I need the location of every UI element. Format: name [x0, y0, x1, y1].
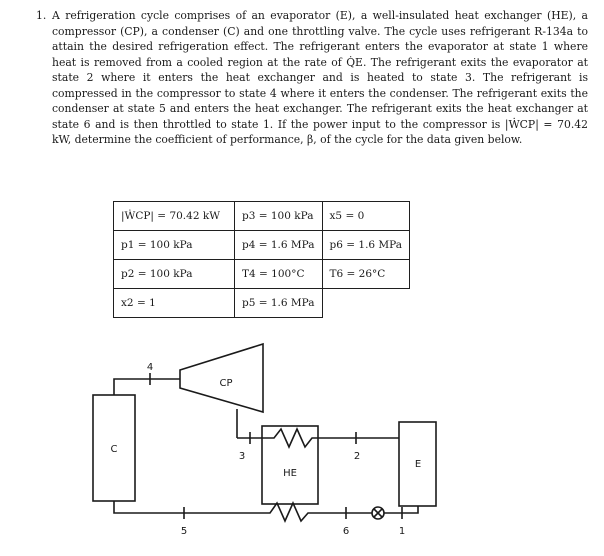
state-1-label: 1 — [398, 526, 406, 537]
compressor-label: CP — [219, 378, 233, 389]
state-4-label: 4 — [146, 362, 154, 373]
line-state-4 — [114, 379, 180, 395]
table-row — [114, 260, 410, 289]
given-data-table — [113, 201, 410, 318]
table-cell: p2 = 100 kPa — [114, 260, 235, 289]
table-cell: p5 = 1.6 MPa — [235, 289, 323, 318]
state-2-label: 2 — [353, 451, 361, 462]
he-coil-upper — [262, 429, 318, 447]
table-cell: |ẆCP| = 70.42 kW — [114, 202, 235, 231]
problem-statement — [36, 8, 588, 148]
problem-row — [36, 8, 588, 148]
he-coil-lower — [262, 503, 318, 521]
refrigeration-cycle-diagram — [0, 340, 604, 556]
line-state-1 — [384, 506, 418, 513]
table-row — [114, 202, 410, 231]
table-cell: T4 = 100°C — [235, 260, 323, 289]
table-cell-empty — [322, 289, 410, 318]
evaporator-label: E — [414, 459, 422, 470]
condenser-label: C — [110, 444, 118, 455]
problem-number: 1. — [36, 9, 47, 22]
state-3-label: 3 — [238, 451, 246, 462]
table-cell: x2 = 1 — [114, 289, 235, 318]
state-6-label: 6 — [342, 526, 350, 537]
state-5-label: 5 — [180, 526, 188, 537]
table-cell: p4 = 1.6 MPa — [235, 231, 323, 260]
heat-exchanger-label: HE — [283, 468, 297, 479]
table-row — [114, 231, 410, 260]
table-cell: p6 = 1.6 MPa — [322, 231, 410, 260]
table-cell: T6 = 26°C — [322, 260, 410, 289]
table-row — [114, 289, 410, 318]
problem-text: A refrigeration cycle comprises of an evaporator (E), a well-insulated heat exchanger (HE), a compressor (CP), a condenser (C) and one throttling valve. The cycle uses refrigerant R-134a to attain the desired refrigeration effect. The refrigerant enters the evaporator at state 1 where heat is removed from a cooled region at the rate of Q̇E. The refrigerant exits the evaporator at state 2 where it enters the heat exchanger and is heated to state 3. The refrigerant is compressed in the compressor to state 4 where it enters the condenser. The refrigerant exits the condenser at state 5 and enters the heat exchanger. The refrigerant exits the heat exchanger at state 6 and is then throttled to state 1. If the power input to the compressor is |ẆCP| = 70.42 kW, determine the coefficient of performance, β, of the cycle for the data given below. — [52, 9, 588, 146]
line-state-5 — [114, 501, 262, 513]
table-cell: p1 = 100 kPa — [114, 231, 235, 260]
valve-cross — [374, 509, 382, 517]
table-cell: x5 = 0 — [322, 202, 410, 231]
table-cell: p3 = 100 kPa — [235, 202, 323, 231]
